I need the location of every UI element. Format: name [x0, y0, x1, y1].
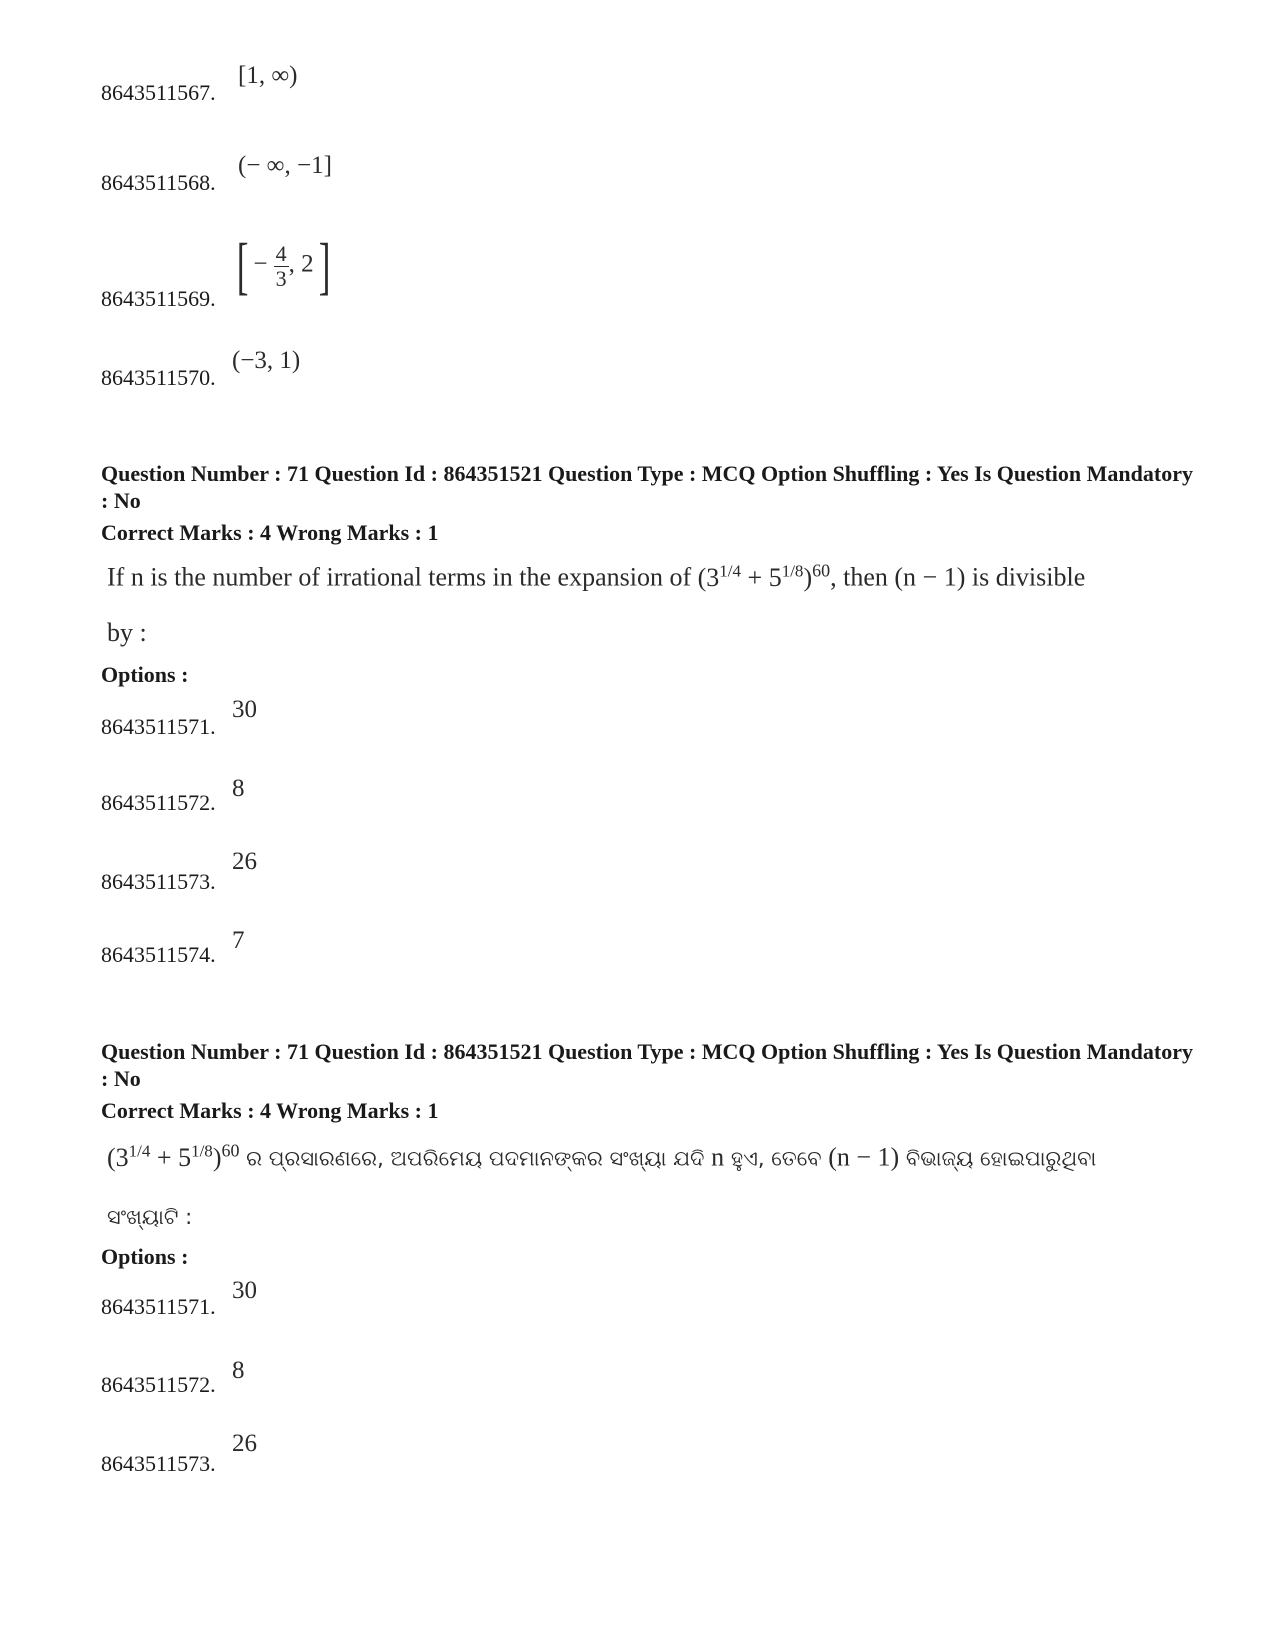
option-value: (−3, 1): [232, 347, 301, 374]
question-marks: Correct Marks : 4 Wrong Marks : 1: [101, 520, 439, 545]
question-text-start: If n is the number of irrational terms in the expansion of: [107, 562, 698, 592]
question-text-line2: by :: [107, 618, 147, 647]
fraction-denominator: 3: [275, 265, 287, 291]
expression-n-minus-1: (n − 1): [828, 1142, 900, 1172]
option-value: 8: [232, 1357, 245, 1384]
math-expression: $(3^{1/4} + 5^{1/8})^{60}$: [697, 560, 831, 592]
odia-text: ହୁଏ, ତେବେ: [724, 1146, 829, 1171]
option-value: [1, ∞): [238, 62, 298, 89]
option-value: 26: [232, 848, 257, 875]
question-header: Question Number : 71 Question Id : 864351521 Question Type : MCQ Option Shuffling : Yes Is Question Mandatory : No: [101, 461, 1193, 513]
option-id: 8643511571.: [101, 714, 216, 739]
question-marks: Correct Marks : 4 Wrong Marks : 1: [101, 1098, 439, 1123]
option-id: 8643511569.: [101, 286, 216, 311]
option-value: 30: [232, 696, 257, 723]
option-value: 30: [232, 1277, 257, 1304]
option-value: 8: [232, 775, 245, 802]
variable-n: n: [711, 1142, 725, 1172]
option-value: 7: [232, 927, 245, 954]
option-id: 8643511572.: [101, 790, 216, 815]
option-id: 8643511568.: [101, 170, 216, 195]
option-id: 8643511571.: [101, 1294, 216, 1319]
option-id: 8643511573.: [101, 869, 216, 894]
minus-sign: −: [253, 250, 268, 278]
math-expression: $(3^{1/4} + 5^{1/8})^{60}$: [107, 1140, 240, 1172]
options-label: Options :: [101, 662, 189, 687]
option-value-interval: [ − $\frac{4}{3}$ , 2]: [236, 230, 331, 301]
options-label: Options :: [101, 1244, 189, 1269]
odia-text: ର ପ୍ରସାରଣରେ, ଅପରିମେୟ ପଦମାନଙ୍କର ସଂଖ୍ୟା ଯଦି: [239, 1146, 712, 1171]
option-id: 8643511574.: [101, 942, 216, 967]
option-value: (− ∞, −1]: [238, 152, 332, 179]
option-id: 8643511570.: [101, 365, 216, 390]
option-id: 8643511573.: [101, 1451, 216, 1476]
question-text-end: , then (n − 1) is divisible: [830, 562, 1086, 592]
question-header: Question Number : 71 Question Id : 864351521 Question Type : MCQ Option Shuffling : Yes Is Question Mandatory : No: [101, 1039, 1193, 1091]
question-text: [107, 560, 1085, 593]
option-id: 8643511567.: [101, 80, 216, 105]
option-value: 26: [232, 1430, 257, 1457]
odia-text: ବିଭାଜ୍ୟ ହୋଇପାରୁଥିବା: [899, 1146, 1097, 1171]
question-text-line2: ସଂଖ୍ୟାଟି :: [107, 1205, 193, 1229]
option-id: 8643511572.: [101, 1372, 216, 1397]
interval-rest: , 2: [288, 250, 314, 278]
question-text-odia: [107, 1140, 1096, 1173]
fraction-numerator: 4: [275, 240, 287, 266]
fraction: [274, 242, 289, 291]
